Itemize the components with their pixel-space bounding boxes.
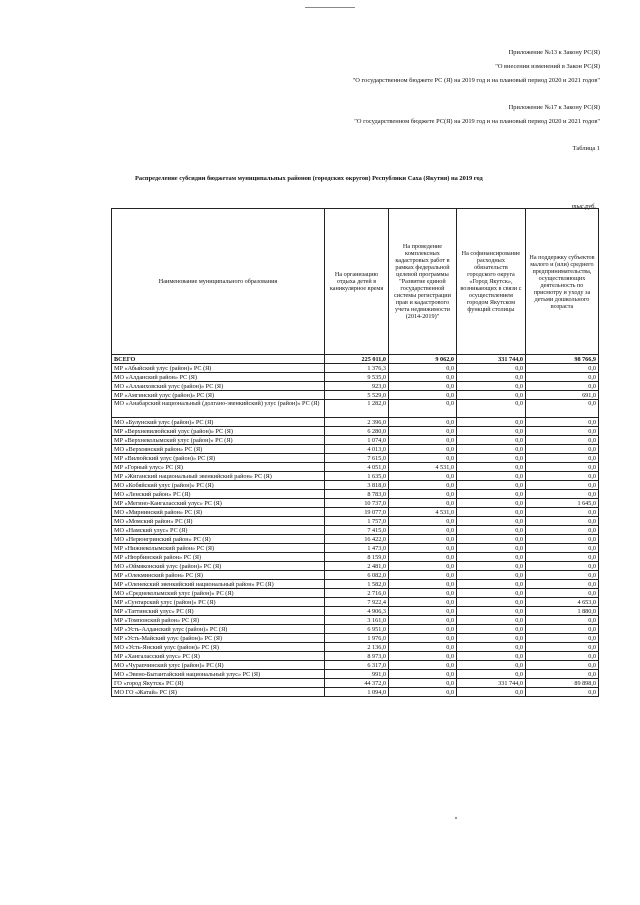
value-cell: 0,0 bbox=[388, 535, 456, 544]
value-cell: 1 645,0 bbox=[525, 499, 598, 508]
value-cell: 44 372,0 bbox=[325, 679, 389, 688]
table-row bbox=[112, 571, 599, 580]
table-row bbox=[112, 634, 599, 643]
value-cell: 0,0 bbox=[456, 562, 525, 571]
table-row bbox=[112, 553, 599, 562]
municipality-name-cell: МР «Хангаласский улус» РС (Я) bbox=[112, 652, 325, 661]
value-cell: 0,0 bbox=[456, 544, 525, 553]
table-row bbox=[112, 508, 599, 517]
table-row bbox=[112, 445, 599, 454]
municipality-name-cell: МР «Верхнеколымский улус (район)» РС (Я) bbox=[112, 436, 325, 445]
value-cell: 0,0 bbox=[525, 436, 598, 445]
table-row bbox=[112, 481, 599, 490]
value-cell: 0,0 bbox=[388, 436, 456, 445]
value-cell: 1 757,0 bbox=[325, 517, 389, 526]
value-cell: 6 280,0 bbox=[325, 427, 389, 436]
value-cell: 8 973,0 bbox=[325, 652, 389, 661]
value-cell: 6 082,0 bbox=[325, 571, 389, 580]
value-cell: 0,0 bbox=[456, 427, 525, 436]
value-cell: 0,0 bbox=[388, 382, 456, 391]
value-cell: 1 976,0 bbox=[325, 634, 389, 643]
value-cell: 0,0 bbox=[388, 517, 456, 526]
table-row bbox=[112, 616, 599, 625]
table-row bbox=[112, 400, 599, 418]
value-cell: 0,0 bbox=[456, 508, 525, 517]
value-cell: 4 013,0 bbox=[325, 445, 389, 454]
table-row bbox=[112, 472, 599, 481]
municipality-name-cell: МР «Абыйский улус (район)» РС (Я) bbox=[112, 364, 325, 373]
value-cell: 10 737,0 bbox=[325, 499, 389, 508]
value-cell: 0,0 bbox=[525, 643, 598, 652]
value-cell: 0,0 bbox=[388, 445, 456, 454]
value-cell: 0,0 bbox=[525, 373, 598, 382]
value-cell: 9 062,0 bbox=[388, 355, 456, 364]
value-cell: 0,0 bbox=[456, 553, 525, 562]
budget-law-line-1: "О государственном бюджете РС (Я) на 2019 год и на плановый период 2020 и 2021 годов" bbox=[352, 77, 600, 84]
value-cell: 0,0 bbox=[525, 652, 598, 661]
value-cell: 0,0 bbox=[388, 499, 456, 508]
value-cell: 19 077,0 bbox=[325, 508, 389, 517]
table-row bbox=[112, 427, 599, 436]
municipality-name-cell: МР «Верхневилюйский улус (район)» РС (Я) bbox=[112, 427, 325, 436]
value-cell: 1 074,0 bbox=[325, 436, 389, 445]
municipality-name-cell: МО «Намский улус» РС (Я) bbox=[112, 526, 325, 535]
value-cell: 0,0 bbox=[388, 670, 456, 679]
municipality-name-cell: МО «Нерюнгринский район» РС (Я) bbox=[112, 535, 325, 544]
value-cell: 0,0 bbox=[388, 364, 456, 373]
municipality-name-cell: МО «Усть-Янский улус (район)» РС (Я) bbox=[112, 643, 325, 652]
value-cell: 0,0 bbox=[388, 652, 456, 661]
municipality-name-cell: ВСЕГО bbox=[112, 355, 325, 364]
value-cell: 0,0 bbox=[456, 481, 525, 490]
municipality-name-cell: МР «Жиганский национальный эвенкийский район» РС (Я) bbox=[112, 472, 325, 481]
table-row bbox=[112, 364, 599, 373]
table-row bbox=[112, 499, 599, 508]
municipality-name-cell: МО «Эвено-Бытантайский национальный улус» РС (Я) bbox=[112, 670, 325, 679]
value-cell: 0,0 bbox=[525, 517, 598, 526]
value-cell: 0,0 bbox=[456, 670, 525, 679]
value-cell: 0,0 bbox=[388, 625, 456, 634]
municipality-name-cell: МР «Усть-Майский улус (район)» РС (Я) bbox=[112, 634, 325, 643]
value-cell: 0,0 bbox=[388, 571, 456, 580]
table-row bbox=[112, 535, 599, 544]
municipality-name-cell: МО «Мирнинский район» РС (Я) bbox=[112, 508, 325, 517]
column-header-name: Наименование муниципального образования bbox=[112, 209, 325, 355]
value-cell: 225 011,0 bbox=[325, 355, 389, 364]
value-cell: 0,0 bbox=[388, 553, 456, 562]
document-title: Распределение субсидии бюджетам муниципальных районов (городских округов) Республики Саха (Якутия) на 2019 год bbox=[135, 175, 483, 182]
value-cell: 0,0 bbox=[525, 634, 598, 643]
table-body bbox=[112, 355, 599, 697]
column-header-yakutsk-capital: На софинансирование расходных обязательств городского округа «Город Якутск», возникающих в связи с осуществлением городом Якутском функций столицы bbox=[456, 209, 525, 355]
municipality-name-cell: МО «Кобяйский улус (район)» РС (Я) bbox=[112, 481, 325, 490]
value-cell: 0,0 bbox=[525, 508, 598, 517]
value-cell: 0,0 bbox=[456, 535, 525, 544]
value-cell: 0,0 bbox=[388, 391, 456, 400]
municipality-name-cell: МР «Нюрбинский район» РС (Я) bbox=[112, 553, 325, 562]
municipality-name-cell: МР «Нижнеколымский район» РС (Я) bbox=[112, 544, 325, 553]
table-row bbox=[112, 391, 599, 400]
municipality-name-cell: МО «Момский район» РС (Я) bbox=[112, 517, 325, 526]
value-cell: 0,0 bbox=[456, 364, 525, 373]
value-cell: 0,0 bbox=[525, 481, 598, 490]
value-cell: 16 422,0 bbox=[325, 535, 389, 544]
value-cell: 0,0 bbox=[388, 634, 456, 643]
value-cell: 0,0 bbox=[388, 427, 456, 436]
value-cell: 0,0 bbox=[456, 490, 525, 499]
table-row bbox=[112, 526, 599, 535]
municipality-name-cell: МО «Булунский улус (район)» РС (Я) bbox=[112, 418, 325, 427]
value-cell: 2 481,0 bbox=[325, 562, 389, 571]
budget-law-line-2: "О государственном бюджете РС(Я) на 2019 год и на плановый период 2020 и 2021 годов" bbox=[354, 118, 600, 125]
value-cell: 1 582,0 bbox=[325, 580, 389, 589]
value-cell: 331 744,0 bbox=[456, 355, 525, 364]
table-row bbox=[112, 454, 599, 463]
value-cell: 0,0 bbox=[456, 652, 525, 661]
value-cell: 0,0 bbox=[525, 661, 598, 670]
value-cell: 6 951,0 bbox=[325, 625, 389, 634]
municipality-name-cell: МО ГО «Жатай» РС (Я) bbox=[112, 688, 325, 697]
municipality-name-cell: МР «Таттинский улус» РС (Я) bbox=[112, 607, 325, 616]
value-cell: 89 898,0 bbox=[525, 679, 598, 688]
value-cell: 98 766,9 bbox=[525, 355, 598, 364]
value-cell: 0,0 bbox=[525, 589, 598, 598]
value-cell: 2 396,0 bbox=[325, 418, 389, 427]
table-row bbox=[112, 607, 599, 616]
value-cell: 0,0 bbox=[456, 517, 525, 526]
value-cell: 0,0 bbox=[456, 625, 525, 634]
municipality-name-cell: МО «Анабарский национальный (долгано-эвенкийский) улус (район)» РС (Я) bbox=[112, 400, 325, 418]
municipality-name-cell: МР «Оленекский эвенкийский национальный район» РС (Я) bbox=[112, 580, 325, 589]
municipality-name-cell: МР «Усть-Алданский улус (район)» РС (Я) bbox=[112, 625, 325, 634]
value-cell: 0,0 bbox=[456, 580, 525, 589]
value-cell: 1 880,0 bbox=[525, 607, 598, 616]
municipality-name-cell: МО «Аллаиховский улус (район)» РС (Я) bbox=[112, 382, 325, 391]
value-cell: 0,0 bbox=[388, 598, 456, 607]
value-cell: 0,0 bbox=[388, 490, 456, 499]
table-row bbox=[112, 580, 599, 589]
value-cell: 0,0 bbox=[456, 607, 525, 616]
table-row bbox=[112, 418, 599, 427]
value-cell: 0,0 bbox=[525, 580, 598, 589]
municipality-name-cell: МО «Оймяконский улус (район)» РС (Я) bbox=[112, 562, 325, 571]
value-cell: 691,0 bbox=[525, 391, 598, 400]
value-cell: 1 282,0 bbox=[325, 400, 389, 418]
value-cell: 1 473,0 bbox=[325, 544, 389, 553]
value-cell: 0,0 bbox=[525, 382, 598, 391]
column-header-children-rest: На организацию отдыха детей в каникулярное время bbox=[325, 209, 389, 355]
value-cell: 0,0 bbox=[525, 688, 598, 697]
value-cell: 0,0 bbox=[525, 616, 598, 625]
table-row bbox=[112, 436, 599, 445]
table-row bbox=[112, 589, 599, 598]
municipality-name-cell: МР «Олекминский район» РС (Я) bbox=[112, 571, 325, 580]
value-cell: 0,0 bbox=[456, 499, 525, 508]
value-cell: 0,0 bbox=[456, 661, 525, 670]
table-row bbox=[112, 661, 599, 670]
value-cell: 0,0 bbox=[388, 607, 456, 616]
value-cell: 0,0 bbox=[456, 445, 525, 454]
value-cell: 0,0 bbox=[456, 391, 525, 400]
value-cell: 3 818,0 bbox=[325, 481, 389, 490]
municipality-name-cell: МР «Сунтарский улус (район)» РС (Я) bbox=[112, 598, 325, 607]
value-cell: 0,0 bbox=[388, 562, 456, 571]
value-cell: 0,0 bbox=[525, 562, 598, 571]
appendix-13-line: Приложение №13 к Закону РС(Я) bbox=[508, 49, 600, 56]
municipality-name-cell: МО «Среднеколымский улус (район)» РС (Я) bbox=[112, 589, 325, 598]
value-cell: 5 529,0 bbox=[325, 391, 389, 400]
municipality-name-cell: МР «Мегино-Кангаласский улус» РС (Я) bbox=[112, 499, 325, 508]
value-cell: 0,0 bbox=[525, 670, 598, 679]
value-cell: 0,0 bbox=[525, 490, 598, 499]
table-row bbox=[112, 544, 599, 553]
municipality-name-cell: МР «Томпонский район» РС (Я) bbox=[112, 616, 325, 625]
column-header-cadastral-works: На проведение комплексных кадастровых работ в рамках федеральной целевой программы "Развитие единой государственной системы регистрации прав и кадастрового учета недвижимости (2014-2019)" bbox=[388, 209, 456, 355]
value-cell: 0,0 bbox=[388, 589, 456, 598]
value-cell: 0,0 bbox=[456, 472, 525, 481]
value-cell: 0,0 bbox=[525, 526, 598, 535]
municipality-name-cell: МО «Верхоянский район» РС (Я) bbox=[112, 445, 325, 454]
value-cell: 0,0 bbox=[456, 634, 525, 643]
value-cell: 0,0 bbox=[525, 463, 598, 472]
value-cell: 2 716,0 bbox=[325, 589, 389, 598]
table-row-total bbox=[112, 355, 599, 364]
municipality-name-cell: МО «Ленский район» РС (Я) bbox=[112, 490, 325, 499]
units-label: тыс.руб. bbox=[571, 203, 596, 210]
value-cell: 0,0 bbox=[388, 688, 456, 697]
value-cell: 0,0 bbox=[525, 625, 598, 634]
value-cell: 0,0 bbox=[456, 400, 525, 418]
value-cell: 0,0 bbox=[388, 472, 456, 481]
value-cell: 0,0 bbox=[388, 616, 456, 625]
table-row bbox=[112, 598, 599, 607]
value-cell: 0,0 bbox=[388, 643, 456, 652]
municipality-name-cell: МО «Алданский район» РС (Я) bbox=[112, 373, 325, 382]
value-cell: 0,0 bbox=[388, 679, 456, 688]
table-row bbox=[112, 679, 599, 688]
value-cell: 0,0 bbox=[456, 463, 525, 472]
value-cell: 0,0 bbox=[525, 553, 598, 562]
value-cell: 0,0 bbox=[456, 373, 525, 382]
value-cell: 0,0 bbox=[456, 454, 525, 463]
subsidy-table bbox=[111, 208, 599, 697]
value-cell: 6 317,0 bbox=[325, 661, 389, 670]
table-row bbox=[112, 517, 599, 526]
value-cell: 0,0 bbox=[388, 400, 456, 418]
table-row bbox=[112, 670, 599, 679]
value-cell: 1 635,0 bbox=[325, 472, 389, 481]
value-cell: 0,0 bbox=[525, 535, 598, 544]
value-cell: 991,0 bbox=[325, 670, 389, 679]
table-row bbox=[112, 625, 599, 634]
value-cell: 0,0 bbox=[525, 454, 598, 463]
table-row bbox=[112, 652, 599, 661]
table-row bbox=[112, 490, 599, 499]
value-cell: 2 136,0 bbox=[325, 643, 389, 652]
value-cell: 0,0 bbox=[525, 418, 598, 427]
value-cell: 1 376,3 bbox=[325, 364, 389, 373]
value-cell: 0,0 bbox=[525, 445, 598, 454]
appendix-17-line: Приложение №17 к Закону РС(Я) bbox=[508, 104, 600, 111]
value-cell: 8 783,0 bbox=[325, 490, 389, 499]
value-cell: 0,0 bbox=[456, 526, 525, 535]
value-cell: 0,0 bbox=[388, 526, 456, 535]
value-cell: 4 051,0 bbox=[325, 463, 389, 472]
law-amendment-line: "О внесении изменений в Закон РС(Я) bbox=[495, 63, 600, 70]
value-cell: 0,0 bbox=[456, 616, 525, 625]
table-row bbox=[112, 463, 599, 472]
value-cell: 7 922,4 bbox=[325, 598, 389, 607]
value-cell: 4 653,0 bbox=[525, 598, 598, 607]
value-cell: 0,0 bbox=[388, 418, 456, 427]
top-rule bbox=[305, 7, 355, 8]
table-row bbox=[112, 688, 599, 697]
value-cell: 0,0 bbox=[456, 571, 525, 580]
value-cell: 0,0 bbox=[456, 436, 525, 445]
municipality-name-cell: ГО «город Якутск» РС (Я) bbox=[112, 679, 325, 688]
value-cell: 0,0 bbox=[525, 427, 598, 436]
table-row bbox=[112, 373, 599, 382]
value-cell: 0,0 bbox=[388, 580, 456, 589]
value-cell: 8 159,0 bbox=[325, 553, 389, 562]
value-cell: 331 744,0 bbox=[456, 679, 525, 688]
value-cell: 7 615,0 bbox=[325, 454, 389, 463]
table-header-row bbox=[112, 209, 599, 355]
table-row bbox=[112, 562, 599, 571]
value-cell: 4 906,3 bbox=[325, 607, 389, 616]
value-cell: 7 415,0 bbox=[325, 526, 389, 535]
table-number: Таблица 1 bbox=[572, 145, 600, 152]
value-cell: 0,0 bbox=[456, 643, 525, 652]
municipality-name-cell: МО «Чурапчинский улус (район)» РС (Я) bbox=[112, 661, 325, 670]
value-cell: 0,0 bbox=[525, 364, 598, 373]
value-cell: 0,0 bbox=[456, 688, 525, 697]
value-cell: 9 535,0 bbox=[325, 373, 389, 382]
value-cell: 0,0 bbox=[456, 598, 525, 607]
table-row bbox=[112, 382, 599, 391]
value-cell: 0,0 bbox=[525, 544, 598, 553]
value-cell: 4 531,0 bbox=[388, 508, 456, 517]
value-cell: 0,0 bbox=[456, 589, 525, 598]
value-cell: 0,0 bbox=[525, 571, 598, 580]
column-header-small-business: На поддержку субъектов малого и (или) среднего предпринимательства, осуществляющих деятельность по присмотру и уходу за детьми дошкольного возраста bbox=[525, 209, 598, 355]
value-cell: 0,0 bbox=[388, 373, 456, 382]
value-cell: 0,0 bbox=[388, 481, 456, 490]
value-cell: 0,0 bbox=[456, 418, 525, 427]
municipality-name-cell: МР «Горный улус» РС (Я) bbox=[112, 463, 325, 472]
scan-speck bbox=[455, 817, 457, 819]
municipality-name-cell: МР «Амгинский улус (район)» РС (Я) bbox=[112, 391, 325, 400]
municipality-name-cell: МР «Вилюйский улус (район)» РС (Я) bbox=[112, 454, 325, 463]
value-cell: 3 161,0 bbox=[325, 616, 389, 625]
value-cell: 0,0 bbox=[388, 661, 456, 670]
value-cell: 1 094,0 bbox=[325, 688, 389, 697]
value-cell: 0,0 bbox=[388, 454, 456, 463]
value-cell: 0,0 bbox=[388, 544, 456, 553]
value-cell: 4 531,0 bbox=[388, 463, 456, 472]
value-cell: 0,0 bbox=[456, 382, 525, 391]
value-cell: 0,0 bbox=[525, 472, 598, 481]
value-cell: 923,0 bbox=[325, 382, 389, 391]
table-row bbox=[112, 643, 599, 652]
value-cell: 0,0 bbox=[525, 400, 598, 418]
